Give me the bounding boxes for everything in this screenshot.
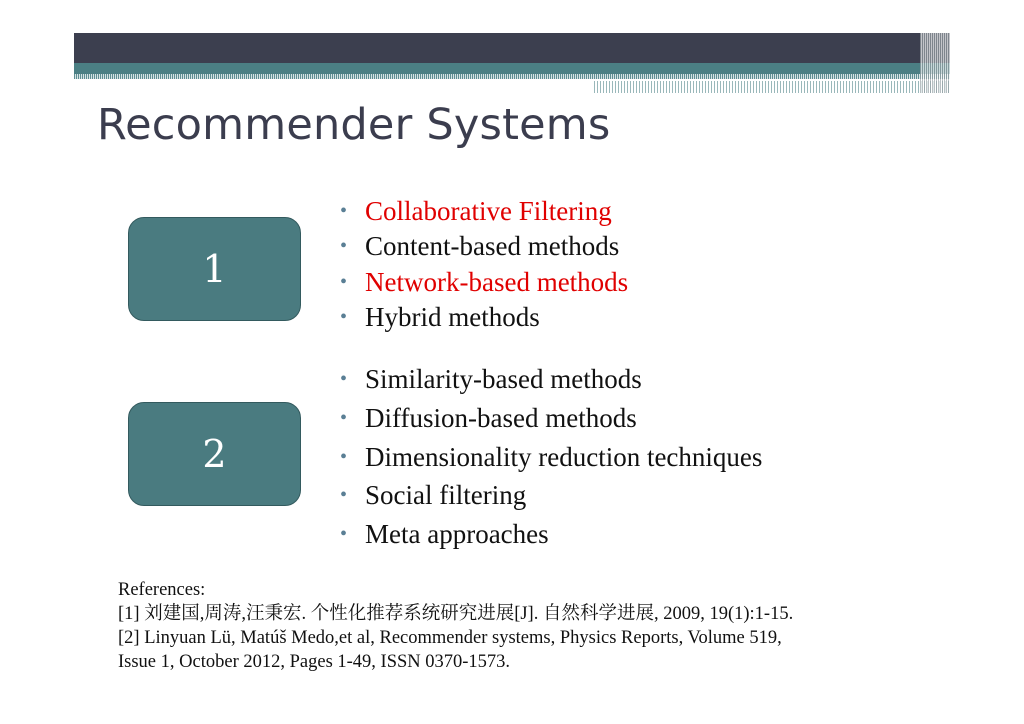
bullet-icon: • [340, 305, 348, 328]
list-item [340, 399, 762, 438]
list-item-text: Collaborative Filtering [365, 196, 612, 226]
header-accent-bar [74, 63, 950, 74]
bullet-icon: • [340, 406, 348, 429]
group-1-list [340, 194, 628, 335]
header-dither-strip [74, 74, 950, 79]
list-item [340, 265, 628, 300]
group-2-number: 2 [202, 432, 227, 476]
list-item [340, 300, 628, 335]
list-item [340, 360, 762, 399]
list-item [340, 476, 762, 515]
list-item-text: Dimensionality reduction techniques [365, 441, 763, 472]
bullet-icon: • [340, 200, 348, 222]
bullet-icon: • [340, 235, 348, 258]
references-heading: References: [118, 580, 206, 600]
list-item-text: Meta approaches [365, 519, 549, 550]
list-item-text: Social filtering [365, 480, 527, 511]
list-item-text: Hybrid methods [365, 301, 540, 332]
list-item-text: Diffusion-based methods [365, 402, 637, 433]
header-thin-strip [594, 81, 950, 93]
list-item-text: Similarity-based methods [365, 364, 642, 394]
list-item-text: Network-based methods [365, 266, 629, 297]
reference-line: [2] Linyuan Lü, Matúš Medo,et al, Recommender systems, Physics Reports, Volume 519, [118, 628, 782, 648]
group-2-number-box [128, 402, 301, 506]
bullet-icon: • [340, 445, 348, 468]
list-item [340, 194, 628, 229]
bullet-icon: • [340, 270, 348, 293]
list-item [340, 438, 762, 477]
bullet-icon: • [340, 523, 348, 546]
bullet-icon: • [340, 368, 348, 390]
list-item-text: Content-based methods [365, 231, 620, 262]
group-1-number-box [128, 217, 301, 321]
group-2-list [340, 360, 762, 554]
slide-title: Recommender Systems [97, 100, 611, 150]
reference-line: [1] 刘建国,周涛,汪秉宏. 个性化推荐系统研究进展[J]. 自然科学进展, 2009, 19(1):1-15. [118, 604, 794, 624]
references [118, 578, 793, 674]
header-bar [74, 33, 950, 63]
reference-line: Issue 1, October 2012, Pages 1-49, ISSN 0370-1573. [118, 652, 511, 672]
header-right-fade [920, 33, 950, 93]
list-item [340, 515, 762, 554]
bullet-icon: • [340, 484, 348, 507]
list-item [340, 229, 628, 264]
group-1-number: 1 [202, 247, 227, 291]
